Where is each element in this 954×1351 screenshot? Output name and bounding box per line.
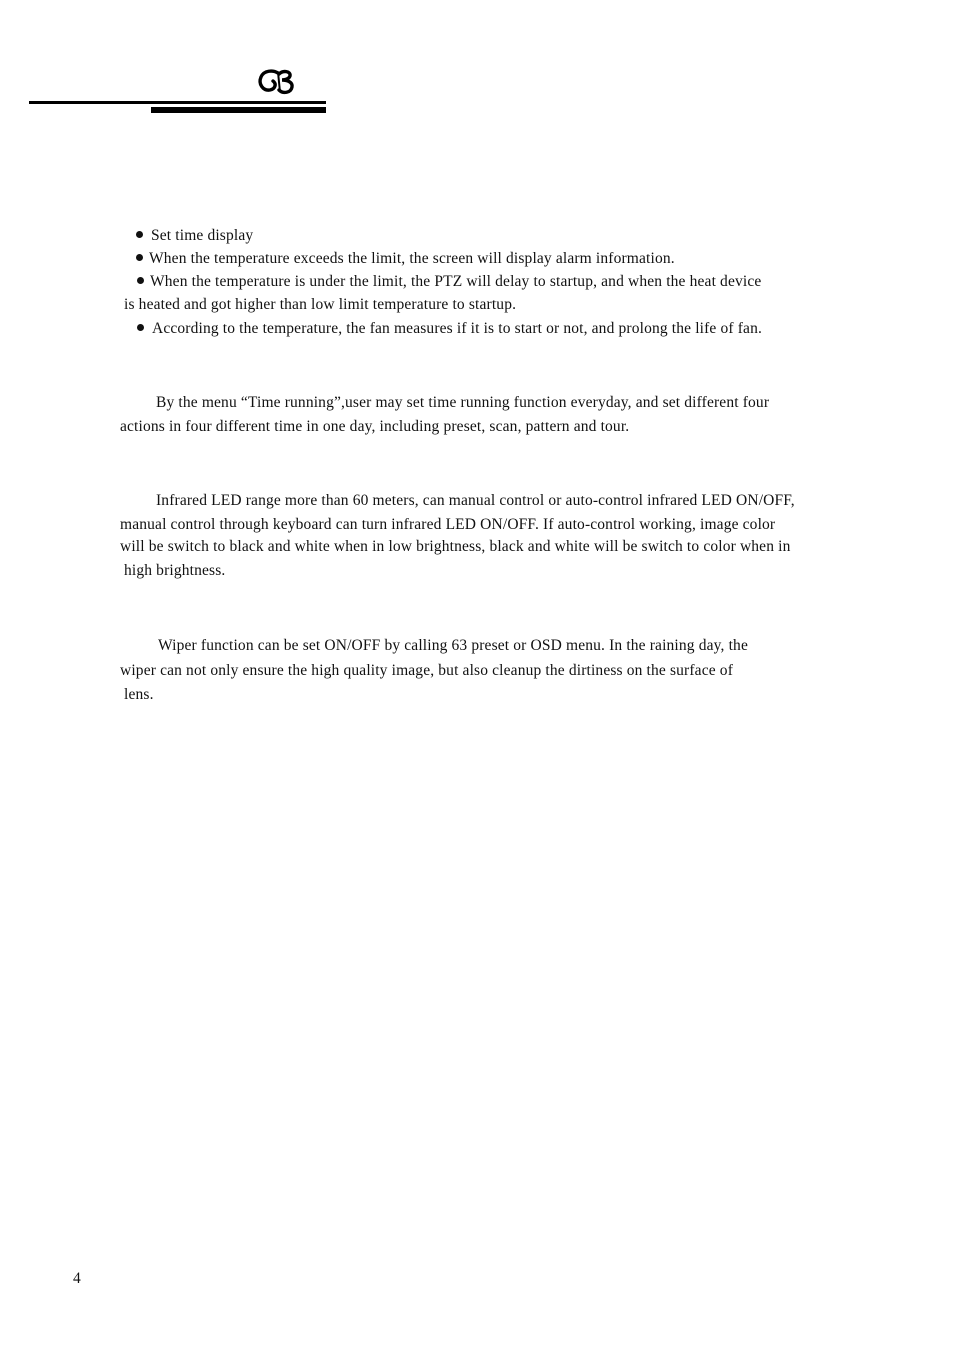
list-item-text: When the temperature is under the limit, the PTZ will delay to startup, and when the heat device (150, 273, 762, 290)
page-number: 4 (73, 1270, 81, 1287)
paragraph-line: wiper can not only ensure the high quality image, but also cleanup the dirtiness on the surface of (120, 662, 734, 679)
ornamental-cs-monogram-icon (256, 64, 300, 98)
header-rule-thick (151, 107, 326, 113)
header-rule-thin (29, 101, 326, 104)
list-item (136, 226, 253, 246)
paragraph-line: Infrared LED range more than 60 meters, can manual control or auto-control infrared LED ON/OFF, (156, 492, 795, 509)
list-item (137, 272, 761, 292)
list-item-text: Set time display (151, 227, 254, 244)
paragraph-line: lens. (124, 686, 154, 703)
paragraph-line: By the menu “Time running”,user may set time running function everyday, and set different four (156, 394, 770, 411)
bullet-icon (137, 277, 144, 284)
paragraph-line: manual control through keyboard can turn infrared LED ON/OFF. If auto-control working, image color (120, 516, 776, 533)
paragraph-line: actions in four different time in one day, including preset, scan, pattern and tour. (120, 418, 630, 435)
list-item-text: When the temperature exceeds the limit, the screen will display alarm information. (149, 250, 675, 267)
bullet-icon (137, 324, 144, 331)
list-item (136, 249, 675, 269)
bullet-icon (136, 254, 143, 261)
paragraph-line: Wiper function can be set ON/OFF by calling 63 preset or OSD menu. In the raining day, the (158, 637, 748, 654)
list-item-continuation: is heated and got higher than low limit temperature to startup. (124, 296, 517, 313)
list-item-text: According to the temperature, the fan measures if it is to start or not, and prolong the life of fan. (152, 320, 762, 337)
paragraph-line: will be switch to black and white when in low brightness, black and white will be switch to color when in (120, 538, 791, 555)
bullet-icon (136, 231, 143, 238)
paragraph-line: high brightness. (124, 562, 226, 579)
list-item (137, 319, 762, 339)
